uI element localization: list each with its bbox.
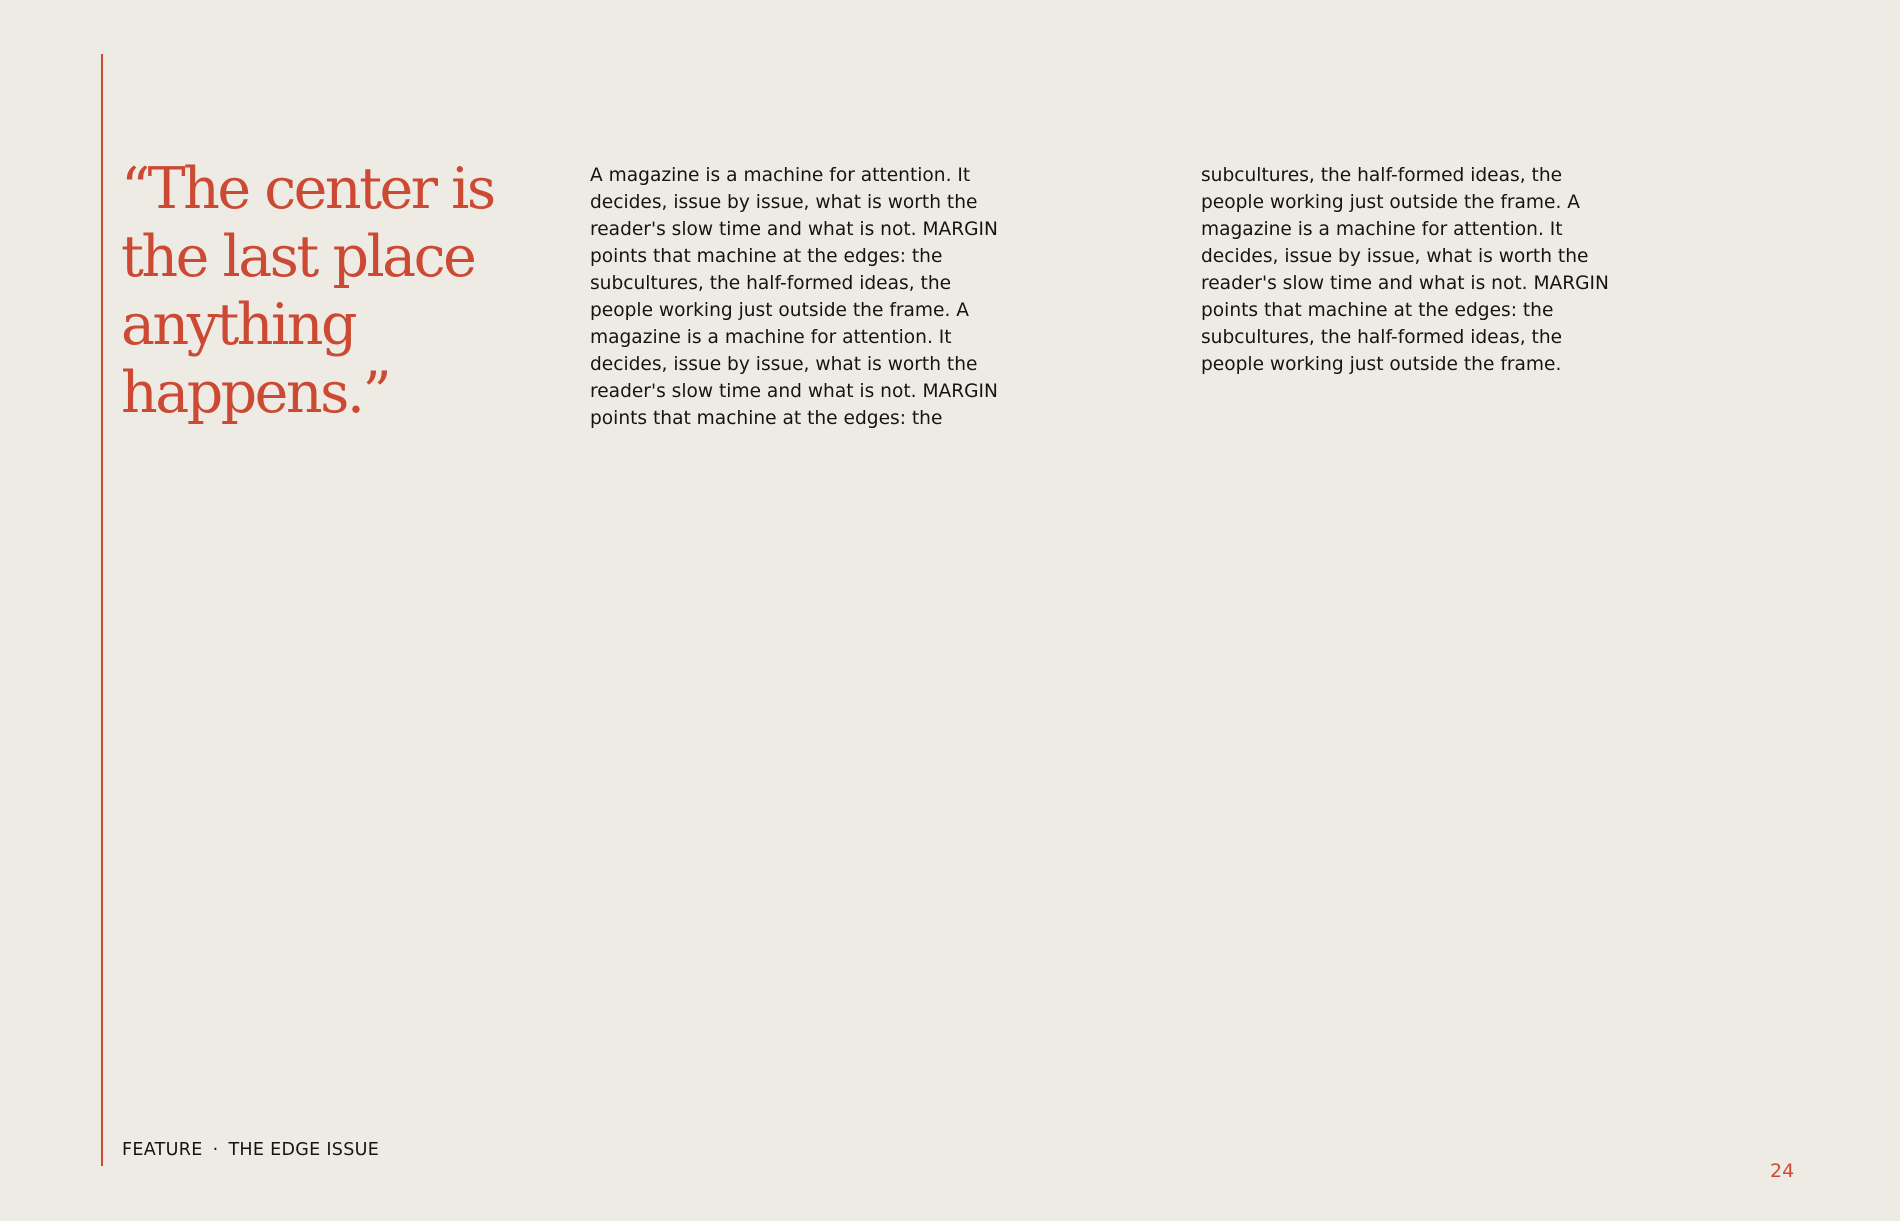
footer-section: FEATURE — [122, 1140, 203, 1160]
pull-quote: “The center is the last place anything happens.” — [121, 156, 494, 426]
body-column-1: A magazine is a machine for attention. It decides, issue by issue, what is worth the reader's slow time and what is not. MARGIN points that machine at the edges: the subcultures, the half-formed ideas, the people working just outside the frame. A magazine is a machine for attention. It decides, issue by issue, what is worth the reader's slow time and what is not. MARGIN points that machine at the edges: the — [590, 165, 998, 429]
running-footer — [122, 1140, 379, 1160]
footer-separator: · — [212, 1140, 219, 1160]
accent-vertical-rule — [101, 54, 103, 1166]
page-number: 24 — [1770, 1160, 1795, 1182]
body-column-2: subcultures, the half-formed ideas, the people working just outside the frame. A magazine is a machine for attention. It decides, issue by issue, what is worth the reader's slow time and what is not. MARGIN points that machine at the edges: the subcultures, the half-formed ideas, the people working just outside the frame. — [1201, 165, 1609, 375]
footer-issue: THE EDGE ISSUE — [228, 1140, 380, 1160]
